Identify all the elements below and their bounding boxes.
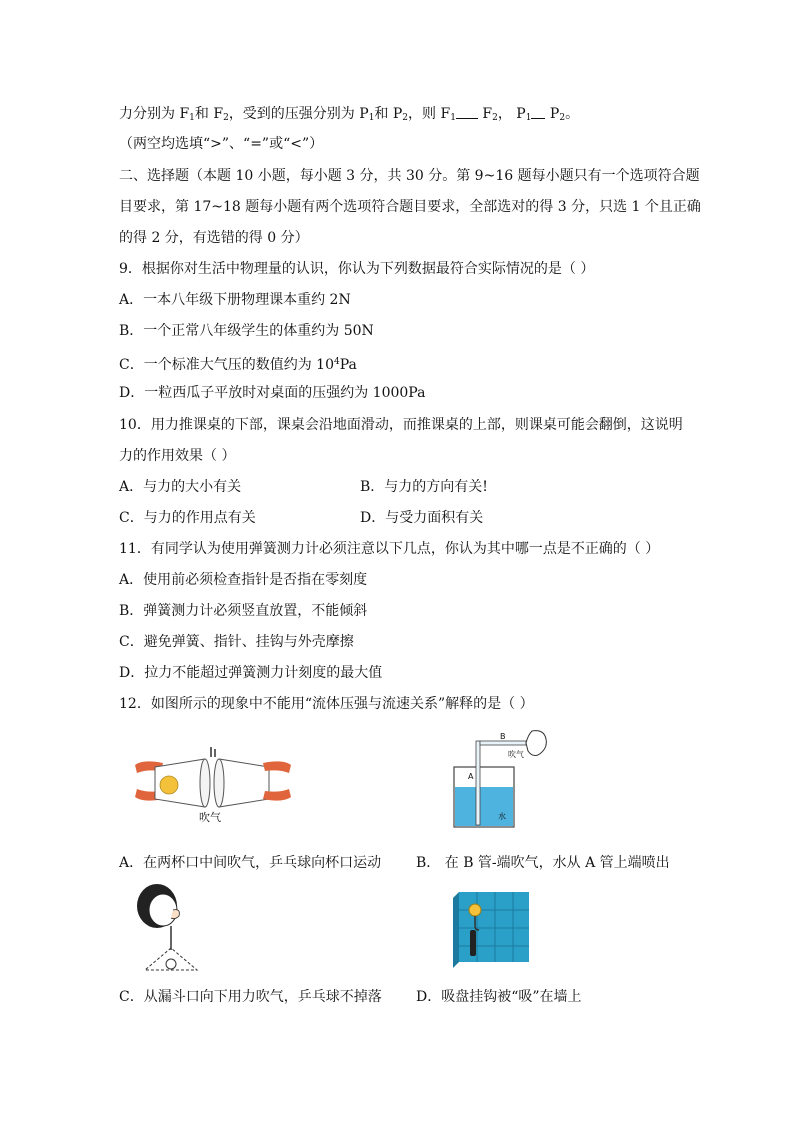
person-face [149,894,177,926]
q8-text: 和 P [374,106,403,122]
q9-option-b[interactable]: B．一个正常八年级学生的体重约为 50N [119,323,374,339]
q12-option-a[interactable]: A．在两杯口中间吹气，乒乓球向杯口运动 [119,855,382,871]
answer-blank-1[interactable] [456,106,478,119]
figure-funnel-ball [133,880,213,974]
subscript: 1 [525,113,532,123]
q11-option-c[interactable]: C．避免弹簧、指针、挂钩与外壳摩擦 [119,634,354,650]
section-heading-line3: 的得 2 分，有选错的得 0 分） [119,230,309,246]
ping-pong-ball [160,776,178,794]
q11-option-d[interactable]: D．拉力不能超过弹簧测力计刻度的最大值 [119,665,383,681]
tube-a [476,741,480,825]
q10-option-b[interactable]: B．与力的方向有关! [360,479,488,495]
section-heading-line2: 目要求，第 17~18 题每小题有两个选项符合题目要求，全部选对的得 3 分，只选 1 个且正确 [119,199,701,215]
figure-beaker-tubes [440,727,550,833]
section-heading-line1: 二、选择题（本题 10 小题，每小题 3 分，共 30 分。第 9~16 题每小题只有一个选项符合题 [119,168,700,184]
figure-a-label: 吹气 [199,811,221,824]
q11-stem: 11．有同学认为使用弹簧测力计必须注意以下几点，你认为其中哪一点是不正确的（ ） [119,541,660,557]
tube-b [480,741,526,745]
q9-option-c-text: C．一个标准大气压的数值约为 10 [119,357,334,373]
label-a: A [468,772,474,781]
subscript: 1 [368,113,375,123]
wall-edge [453,892,459,968]
q12-option-d[interactable]: D．吸盘挂钩被“吸”在墙上 [416,989,582,1005]
q10-option-d[interactable]: D．与受力面积有关 [360,510,484,526]
subscript: 2 [559,113,566,123]
hanging-item [470,930,476,956]
q8-text: ，受到的压强分别为 P [228,106,369,122]
subscript: 1 [189,113,195,123]
q9-option-a[interactable]: A．一本八年级下册物理课本重约 2N [119,292,351,308]
q8-text: 。 [565,106,580,122]
q12-option-c[interactable]: C．从漏斗口向下用力吹气，乒乓球不掉落 [119,989,382,1005]
figure-cups-blowing [133,745,293,825]
left-cup-rim [200,759,210,807]
q10-stem-line2: 力的作用效果（ ） [119,448,236,464]
q8-text: ， P [497,106,526,122]
q8-text: ，则 F [408,106,451,122]
label-water: 水 [498,812,506,821]
subscript: 2 [223,113,229,123]
q8-text: F [477,106,493,122]
subscript: 2 [402,113,409,123]
suction-cup [469,904,481,916]
figure-suction-hook [451,890,531,970]
q12-option-b[interactable]: B． 在 B 管-端吹气，水从 A 管上端喷出 [416,855,670,871]
q10-option-a[interactable]: A．与力的大小有关 [119,479,242,495]
q8-blank-line [119,104,579,128]
q12-stem: 12．如图所示的现象中不能用“流体压强与流速关系”解释的是（ ） [119,696,534,712]
ping-pong-ball [166,959,176,969]
q10-option-c[interactable]: C．与力的作用点有关 [119,510,256,526]
right-cup [219,759,269,807]
q8-hint: （两空均选填“>”、“=”或“<”） [119,136,324,152]
label-b: B [500,732,506,741]
q9-option-c[interactable] [119,352,357,375]
q8-text: P [545,106,560,122]
q8-text: 和 F [194,106,224,122]
subscript: 1 [450,113,456,123]
q9-option-d[interactable]: D．一粒西瓜子平放时对桌面的压强约为 1000Pa [119,385,426,401]
label-blow: 吹气 [508,750,524,759]
subscript: 2 [492,113,498,123]
q9-option-c-unit: Pa [339,357,357,373]
q10-stem-line1: 10．用力推课桌的下部，课桌会沿地面滑动，而推课桌的上部，则课桌可能会翻倒，这说明 [119,417,683,433]
person-face [526,731,546,756]
superscript: 4 [333,357,340,367]
q8-text: 力分别为 F [119,106,190,122]
right-cup-rim [214,759,224,807]
answer-blank-2[interactable] [531,106,545,119]
wall-tiles [459,892,529,962]
q11-option-b[interactable]: B．弹簧测力计必须竖直放置，不能倾斜 [119,603,368,619]
q9-stem: 9．根据你对生活中物理量的认识，你认为下列数据最符合实际情况的是（ ） [119,261,595,277]
q11-option-a[interactable]: A．使用前必须检查指针是否指在零刻度 [119,572,368,588]
